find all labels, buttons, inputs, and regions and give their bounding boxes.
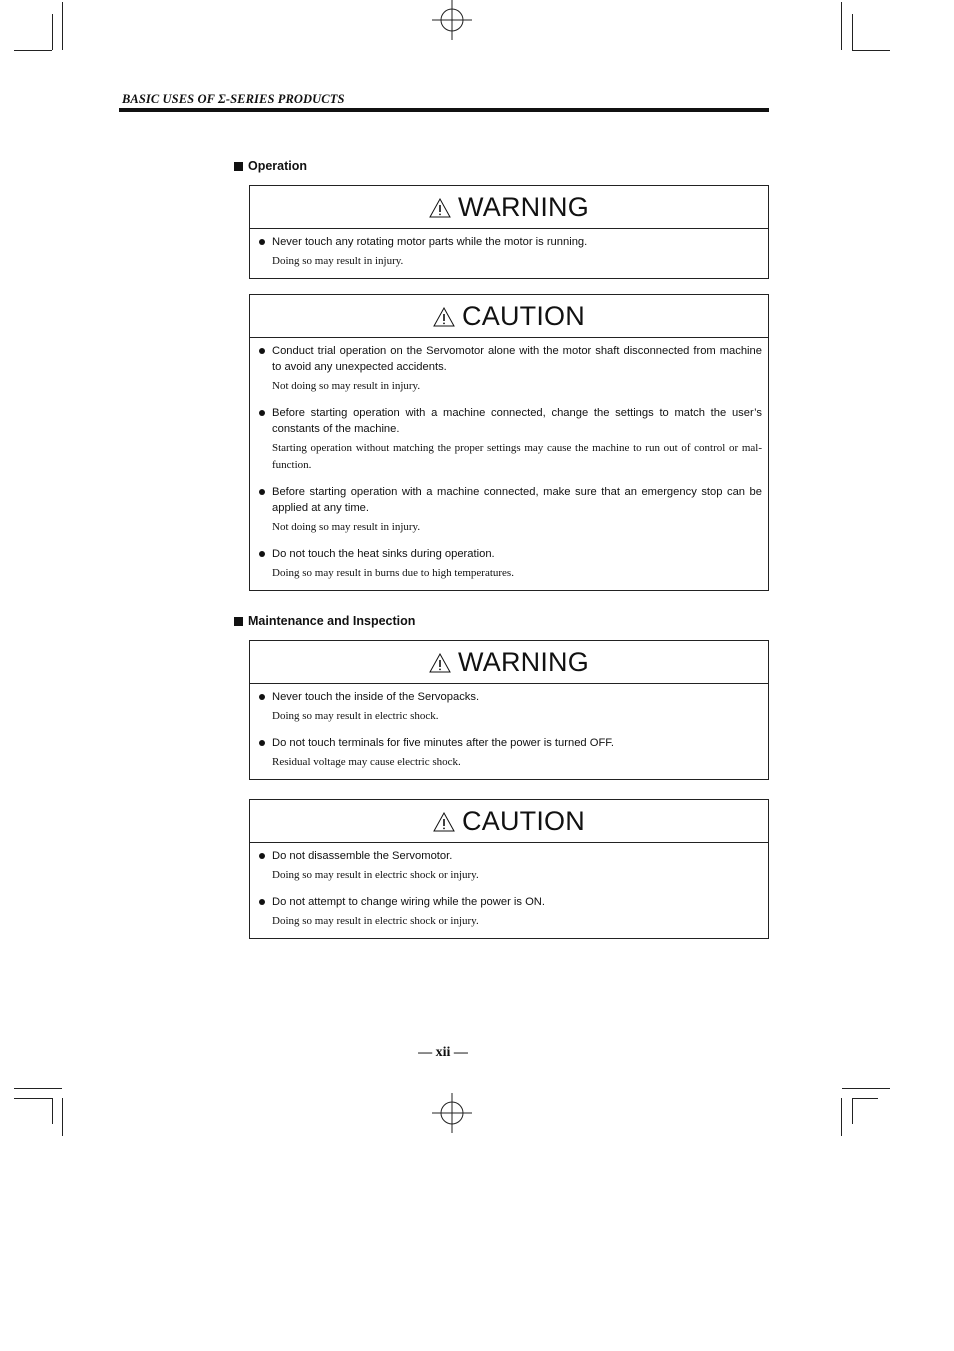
item-note: Doing so may result in burns due to high temperatures. <box>272 567 514 579</box>
list-item <box>258 405 762 474</box>
crop-mark-line <box>14 1098 52 1099</box>
section-heading-operation <box>234 159 307 173</box>
caution-box <box>249 799 769 939</box>
bullet-dot-icon <box>259 410 265 416</box>
item-text: Conduct trial operation on the Servomotor alone with the motor shaft disconnected from machine to avoid any unexpected accidents. <box>272 345 762 373</box>
box-label: WARNING <box>458 646 589 677</box>
box-label: CAUTION <box>462 805 585 836</box>
box-title <box>250 186 768 229</box>
bullet-dot-icon <box>259 489 265 495</box>
section-heading-text: Operation <box>248 159 308 173</box>
item-text: Never touch any rotating motor parts while the motor is running. <box>272 236 588 248</box>
list-item <box>258 689 762 725</box>
list-item <box>258 234 762 270</box>
list-item <box>258 343 762 395</box>
caution-box <box>249 294 769 591</box>
item-text: Do not touch the heat sinks during operation. <box>272 548 495 560</box>
crop-mark-line <box>52 14 53 50</box>
item-text: Before starting operation with a machine connected, make sure that an emergency stop can be applied at any time. <box>272 486 762 514</box>
square-marker-icon <box>234 617 243 626</box>
bullet-dot-icon <box>259 694 265 700</box>
item-note: Doing so may result in injury. <box>272 255 404 267</box>
warning-triangle-icon <box>429 198 451 218</box>
box-label: CAUTION <box>462 300 585 331</box>
item-note: Residual voltage may cause electric shock. <box>272 756 461 768</box>
list-item <box>258 484 762 536</box>
item-text: Before starting operation with a machine connected, change the settings to match the user’s constants of the machine. <box>272 407 762 435</box>
crop-mark-line <box>852 50 890 51</box>
item-note: Not doing so may result in injury. <box>272 521 421 533</box>
header-rule <box>119 108 769 112</box>
list-item <box>258 735 762 771</box>
bullet-dot-icon <box>259 239 265 245</box>
item-text: Never touch the inside of the Servopacks. <box>272 691 480 703</box>
crop-mark-line <box>14 1088 62 1089</box>
crop-mark-line <box>62 1098 63 1136</box>
crop-mark-line <box>841 1098 842 1136</box>
crop-mark-line <box>852 1098 878 1099</box>
registration-target-icon <box>432 0 474 42</box>
list-item <box>258 894 762 930</box>
crop-mark-line <box>842 1088 890 1089</box>
box-title <box>250 295 768 338</box>
warning-box <box>249 640 769 780</box>
item-note: Doing so may result in electric shock or injury. <box>272 915 479 927</box>
list-item <box>258 546 762 582</box>
crop-mark-line <box>852 14 853 50</box>
bullet-dot-icon <box>259 551 265 557</box>
item-note: Doing so may result in electric shock or injury. <box>272 869 479 881</box>
box-title <box>250 800 768 843</box>
crop-mark-line <box>14 50 52 51</box>
item-text: Do not disassemble the Servomotor. <box>272 850 453 862</box>
running-header: BASIC USES OF Σ-SERIES PRODUCTS <box>122 92 345 106</box>
section-heading-text: Maintenance and Inspection <box>248 614 416 628</box>
bullet-dot-icon <box>259 853 265 859</box>
crop-mark-line <box>52 1098 53 1124</box>
item-note: Not doing so may result in injury. <box>272 380 421 392</box>
item-text: Do not touch terminals for five minutes after the power is turned OFF. <box>272 737 614 749</box>
warning-triangle-icon <box>433 812 455 832</box>
warning-triangle-icon <box>433 307 455 327</box>
warning-box <box>249 185 769 279</box>
list-item <box>258 848 762 884</box>
box-label: WARNING <box>458 191 589 222</box>
item-note: Doing so may result in electric shock. <box>272 710 439 722</box>
page-number: — xii — <box>418 1045 468 1060</box>
registration-target-icon <box>432 1093 474 1135</box>
item-note: Starting operation without matching the proper settings may cause the machine to run out of control or mal-function. <box>272 442 762 471</box>
bullet-dot-icon <box>259 899 265 905</box>
bullet-dot-icon <box>259 348 265 354</box>
crop-mark-line <box>62 2 63 50</box>
square-marker-icon <box>234 162 243 171</box>
crop-mark-line <box>852 1098 853 1124</box>
crop-mark-line <box>841 2 842 50</box>
bullet-dot-icon <box>259 740 265 746</box>
box-title <box>250 641 768 684</box>
section-heading-maintenance <box>234 614 415 628</box>
warning-triangle-icon <box>429 653 451 673</box>
item-text: Do not attempt to change wiring while the power is ON. <box>272 896 545 908</box>
